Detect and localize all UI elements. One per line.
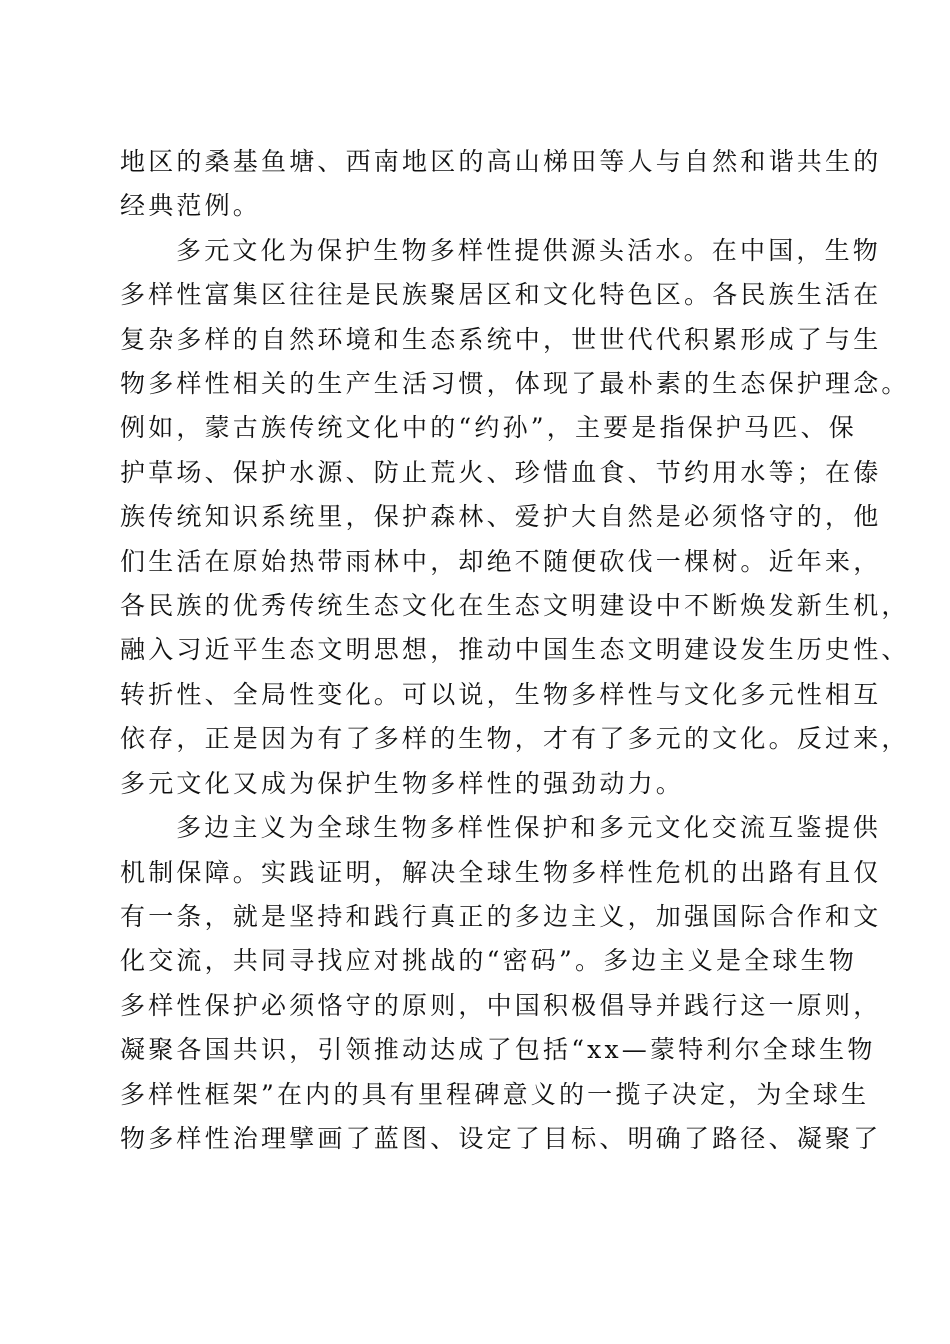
text-line: 转折性、全局性变化。可以说，生物多样性与文化多元性相互: [120, 679, 882, 709]
text-line: 复杂多样的自然环境和生态系统中，世世代代积累形成了与生: [120, 324, 882, 354]
text-line: 多样性富集区往往是民族聚居区和文化特色区。各民族生活在: [120, 280, 882, 310]
text-line: 机制保障。实践证明，解决全球生物多样性危机的出路有且仅: [120, 857, 882, 887]
text-line: 族传统知识系统里，保护森林、爱护大自然是必须恪守的，他: [120, 502, 882, 532]
text-line: 多元文化又成为保护生物多样性的强劲动力。: [120, 768, 685, 798]
text-line: 护草场、保护水源、防止荒火、珍惜血食、节约用水等；在傣: [120, 457, 882, 487]
paragraph-3: [120, 806, 882, 1161]
text-line: 凝聚各国共识，引领推动达成了包括“xx—蒙特利尔全球生物: [120, 1035, 876, 1065]
text-line: 物多样性相关的生产生活习惯，体现了最朴素的生态保护理念。: [120, 369, 910, 399]
document-body: [120, 140, 910, 1161]
text-line: 有一条，就是坚持和践行真正的多边主义，加强国际合作和文: [120, 901, 882, 931]
text-line: 多样性框架”在内的具有里程碑意义的一揽子决定，为全球生: [120, 1079, 870, 1109]
text-line: 例如，蒙古族传统文化中的“约孙”，主要是指保护马匹、保: [120, 413, 857, 443]
text-line: 经典范例。: [120, 191, 262, 221]
text-line: 地区的桑基鱼塘、西南地区的高山梯田等人与自然和谐共生的: [120, 147, 882, 176]
paragraph-2: [120, 229, 910, 806]
text-line: 融入习近平生态文明思想，推动中国生态文明建设发生历史性、: [120, 635, 910, 665]
text-line: 化交流，共同寻找应对挑战的“密码”。多边主义是全球生物: [120, 946, 857, 976]
text-line: 各民族的优秀传统生态文化在生态文明建设中不断焕发新生机，: [120, 591, 910, 621]
text-line: 物多样性治理擘画了蓝图、设定了目标、明确了路径、凝聚了: [120, 1123, 882, 1153]
text-line: 多元文化为保护生物多样性提供源头活水。在中国，生物: [176, 235, 882, 265]
text-line: 多边主义为全球生物多样性保护和多元文化交流互鉴提供: [176, 813, 882, 843]
text-line: 们生活在原始热带雨林中，却绝不随便砍伐一棵树。近年来，: [120, 546, 882, 576]
paragraph-1: [120, 140, 882, 229]
text-line: 依存，正是因为有了多样的生物，才有了多元的文化。反过来，: [120, 724, 910, 754]
text-line: 多样性保护必须恪守的原则，中国积极倡导并践行这一原则，: [120, 990, 882, 1020]
